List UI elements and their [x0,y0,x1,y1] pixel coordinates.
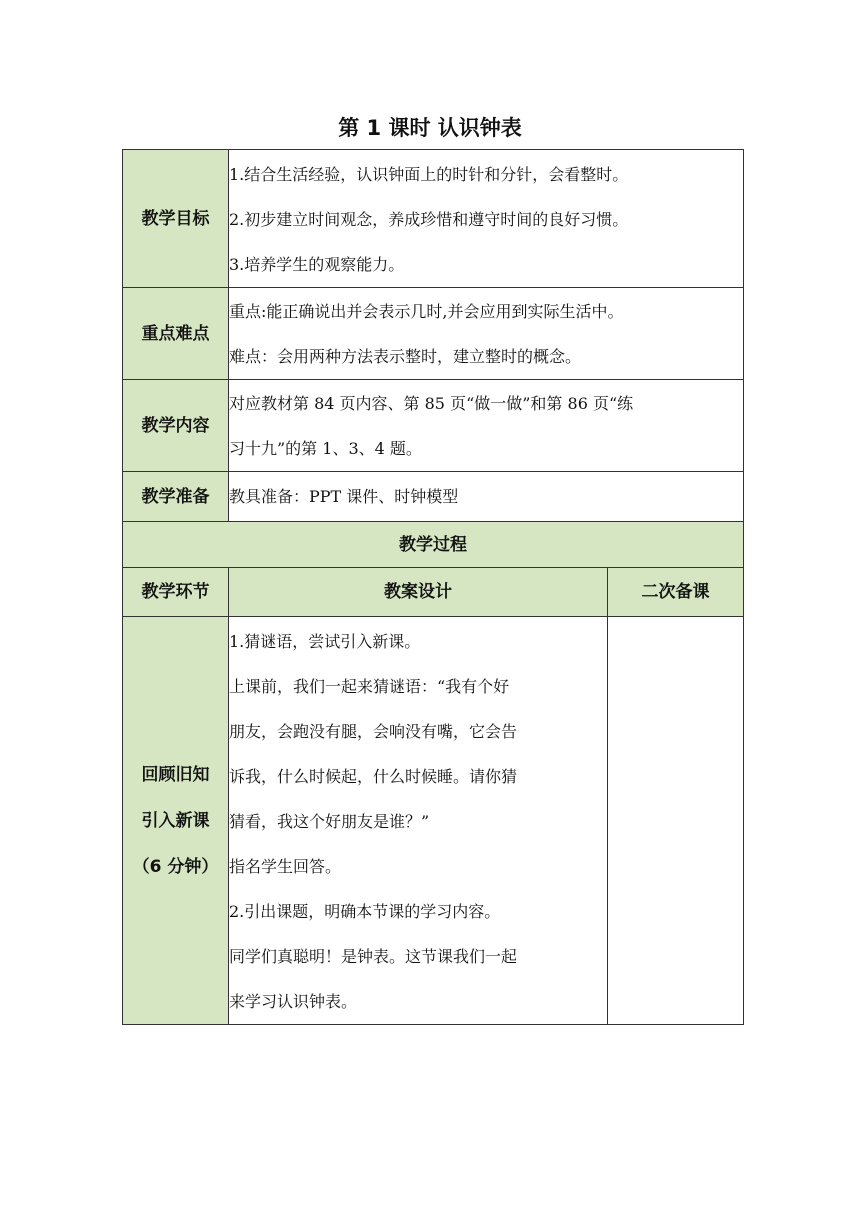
stage-label-line: 回顾旧知 [141,764,210,785]
preparation-row [123,472,744,522]
design-line: 指名学生回答。 [229,857,342,876]
preparation-line: 教具准备：PPT 课件、时钟模型 [229,486,459,506]
key-points-label: 重点难点 [123,288,229,380]
goal-line: 1.结合生活经验，认识钟面上的时针和分针，会看整时。 [229,165,629,184]
process-heading-row [123,522,744,568]
preparation-label: 教学准备 [123,472,229,522]
content-row [123,380,744,472]
process-heading: 教学过程 [123,522,744,568]
key-points-content [229,288,744,380]
content-label: 教学内容 [123,380,229,472]
design-line: 朋友，会跑没有腿，会响没有嘴，它会告 [229,722,518,741]
design-line: 同学们真聪明！是钟表。这节课我们一起 [229,947,518,966]
goals-label: 教学目标 [123,150,229,288]
stage-design [229,617,608,1025]
key-point-line: 重点:能正确说出并会表示几时,并会应用到实际生活中。 [229,302,624,321]
stage-label [123,617,229,1025]
goals-content [229,150,744,288]
design-line: 猜看，我这个好朋友是谁？” [229,812,430,831]
design-line: 来学习认识钟表。 [229,992,358,1011]
key-point-line: 难点：会用两种方法表示整时，建立整时的概念。 [229,347,582,366]
stage-notes [608,617,744,1025]
goals-row [123,150,744,288]
design-line: 2.引出课题，明确本节课的学习内容。 [229,902,501,921]
preparation-content [229,472,744,522]
lesson-title: 第 1 课时 认识钟表 [338,116,522,140]
key-points-row [123,288,744,380]
design-line: 1.猜谜语，尝试引入新课。 [229,632,421,651]
lesson-plan-table [122,149,744,1025]
stage-label-line: （6 分钟） [132,856,219,877]
design-line: 诉我，什么时候起，什么时候睡。请你猜 [229,767,518,786]
stage-row [123,617,744,1025]
goal-line: 3.培养学生的观察能力。 [229,255,405,274]
column-design: 教案设计 [229,568,608,617]
column-stage: 教学环节 [123,568,229,617]
process-columns-row [123,568,744,617]
stage-label-line: 引入新课 [141,810,210,831]
content-content [229,380,744,472]
design-line: 上课前，我们一起来猜谜语：“我有个好 [229,677,510,696]
column-notes: 二次备课 [608,568,744,617]
goal-line: 2.初步建立时间观念，养成珍惜和遵守时间的良好习惯。 [229,210,629,229]
content-line: 对应教材第 84 页内容、第 85 页“做一做”和第 86 页“练 [229,394,634,413]
content-line: 习十九”的第 1、3、4 题。 [229,439,422,458]
